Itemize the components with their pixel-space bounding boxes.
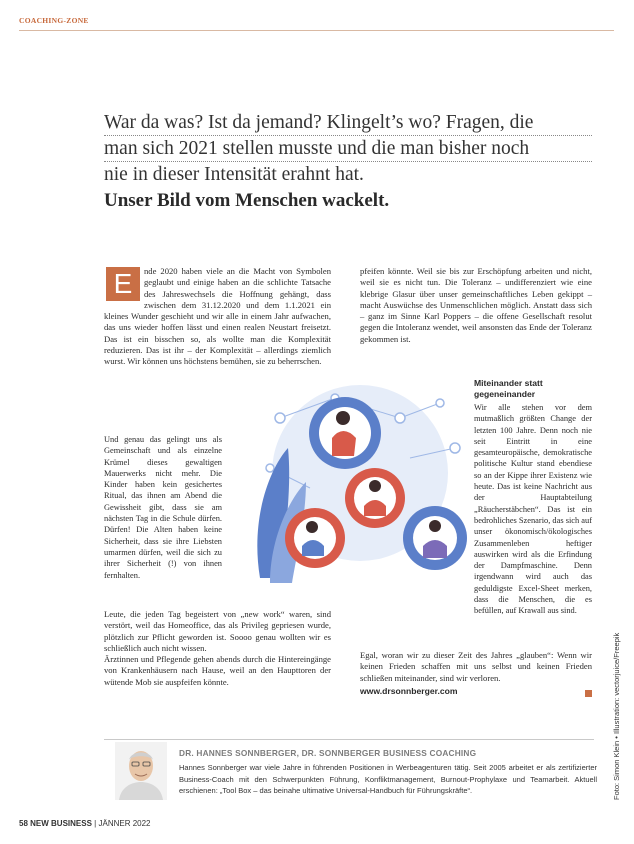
subheading-line: gegeneinander: [474, 389, 536, 399]
subheading-line: Miteinander statt: [474, 378, 543, 388]
article-paragraph: pfeifen könnte. Weil sie bis zur Erschöpfung arbeiten und nicht, weil sie es nicht tun. Die Toleranz – undifferenziert wie eine klebrige Glasur über unser gemeinschaftliches Leben gekippt – macht Auswüchse des Unmenschlichen möglich. Anstatt dass sich – ganz im Sinne Karl Poppers – die offene Gesellschaft resolut gegen die Intoleranz wendet, weil ansonsten das Ende der Toleranz gekommen ist.: [360, 266, 592, 344]
article-paragraph: Leute, die jeden Tag begeistert von „new work“ waren, sind verstört, weil das Homeoffice, das als Privileg gepriesen wurde, plötzlich zur Pflicht geworden ist. Soooo genau wollten wir es schließlich auch nicht wissen.: [104, 609, 331, 653]
website-link[interactable]: www.drsonnberger.com: [360, 685, 458, 696]
intro-text: [104, 110, 592, 187]
magazine-name: NEW BUSINESS: [30, 819, 92, 828]
author-portrait: [115, 742, 167, 800]
intro-line: nie in dieser Intensität erahnt hat.: [104, 164, 364, 185]
photo-credit-text: Foto: Simon Klein • Illustration: vectorjuice/Freepik: [612, 632, 621, 800]
footer-separator: |: [94, 819, 97, 828]
article-paragraph: Ärztinnen und Pflegende gehen abends durch die Hintereingänge von Krankenhäusern nach Hause, weil an den Haupttoren der wütende Mob sie auspfeifen könnte.: [104, 654, 331, 687]
author-bio: Hannes Sonnberger war viele Jahre in führenden Positionen in Werbeagenturen tätig. Seit 2005 arbeitet er als zertifizierter Business-Coach mit den Schwerpunkten Führung, Konfliktmanagement, Burnout-Prophylaxe und Teamarbeit. Aktuell erschienen: „Tool Box – das beinahe ultimative Universal-Handbuch für Führungskräfte“.: [179, 763, 597, 795]
intro-line: War da was? Ist da jemand? Klingelt’s wo? Fragen, die: [104, 110, 592, 136]
dropcap-spacer: [104, 266, 144, 310]
page-footer: [19, 819, 151, 828]
intro-line: man sich 2021 stellen musste und die man bisher noch: [104, 136, 592, 162]
article-paragraph: Wir alle stehen vor dem mutmaßlich größten Change der letzten 100 Jahre. Denn noch nie seit Eintritt in eine gesamteuropäische, demokratische politische Kultur stand ebendiese so an der Kippe ihrer Existenz wie heute. Das ist keine Nachricht aus der Hauptabteilung „Räucherstäbchen“. Das ist ein bedrohliches Szenario, das sich auf unser ökonomisch/ökologisches Zusammenleben heftiger auswirken wird als die Erfindung der Dampfmaschine. Denn irgendwann wird auch das geduldigste Excel-Sheet merken, dass die Menschen, die es befüllen, auf Krawall aus sind.: [474, 403, 592, 616]
author-name: DR. HANNES SONNBERGER, DR. SONNBERGER BUSINESS COACHING: [179, 748, 477, 758]
page-number: 58: [19, 819, 28, 828]
section-label: COACHING-ZONE: [19, 16, 89, 25]
issue-date: JÄNNER 2022: [98, 819, 151, 828]
article-paragraph: nde 2020 haben viele an die Macht von Symbolen geglaubt und einige haben an die schlichte Tatsache des Jahreswechsels die Hoffnung gehängt, dass zwischen dem 31.12.2020 und dem 1.1.2021 ein kleines Wunder geschieht und wir alle in einem Jahr aufwachen, das uns wieder hoffen lässt und einen realen Neustart freisetzt. Das ist ein bisschen so, als wollte man die Komplexität reduzieren. Das ist ihr – der Komplexität – allerdings ziemlich wurst. Wir können uns höchstens bemühen, sie zu beherrschen.: [104, 266, 331, 367]
article-column-1-top: [104, 266, 331, 368]
headline: Unser Bild vom Menschen wackelt.: [104, 190, 390, 211]
subheading: [474, 378, 592, 400]
article-column-1-bottom: [104, 609, 331, 688]
illustration: [240, 378, 480, 593]
article-column-2-bottom: [360, 650, 592, 697]
section-divider: [19, 30, 614, 31]
author-divider: [104, 739, 594, 740]
dropcap: E: [106, 267, 140, 301]
teamwork-gears-illustration: [240, 378, 480, 593]
article-paragraph: Und genau das gelingt uns als Gemeinschaft und als einzelne Krümel dieses gewaltigen Mauerwerks nicht mehr. Die Kinder haben kein gesichertes Ritual, das ihnen am Abend die Gewissheit gibt, dass sie am nächsten Tag in die Schule dürfen. Dürfen! Die Alten haben keine Sicherheit, dass sie ihre Liebsten umarmen dürfen, weil die sich zu ihrer Sicherheit (!) von ihnen fernhalten.: [104, 435, 222, 580]
photo-credit: [600, 590, 621, 800]
article-paragraph: Egal, woran wir zu dieser Zeit des Jahres „glauben“: Wenn wir keinen Frieden schaffen mit uns selbst und keinen Frieden schließen miteinander, sind wir verloren.: [360, 650, 592, 683]
avatar: [115, 742, 167, 800]
end-mark: [585, 690, 592, 697]
